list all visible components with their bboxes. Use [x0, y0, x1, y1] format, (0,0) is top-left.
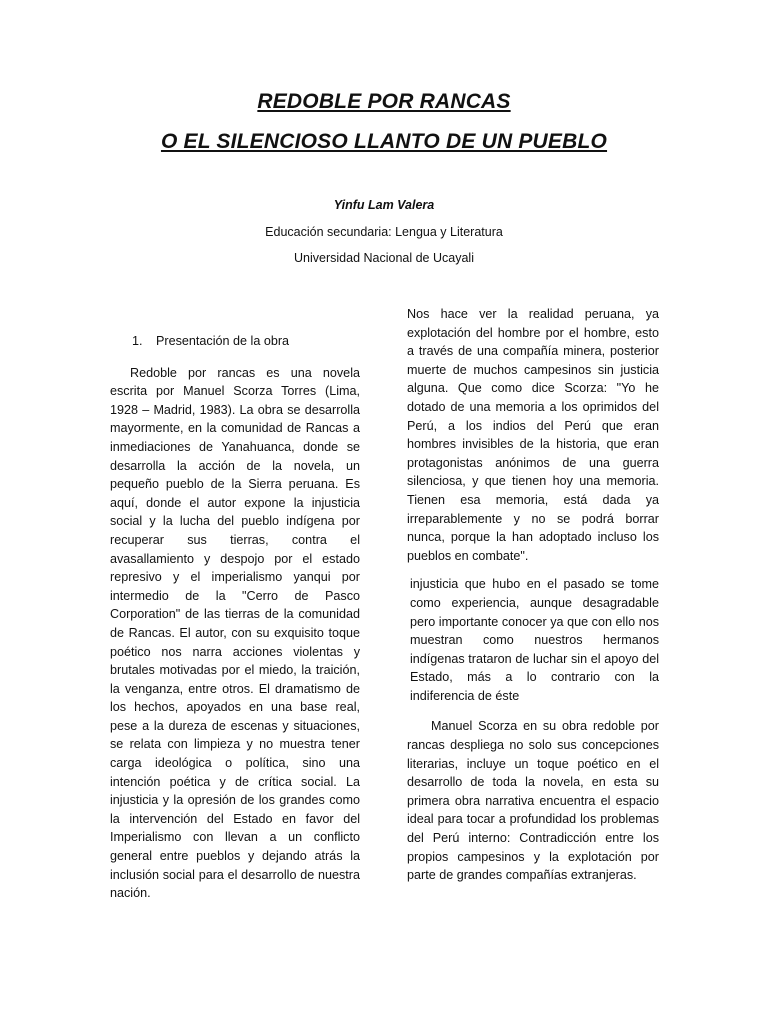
left-column [110, 332, 360, 903]
title-line-2: O EL SILENCIOSO LLANTO DE UN PUEBLO [160, 130, 608, 153]
section-title: Presentación de la obra [156, 334, 290, 348]
university-name: Universidad Nacional de Ucayali [294, 251, 474, 265]
section-heading [132, 332, 360, 351]
left-paragraph-1: Redoble por rancas es una novela escrita por Manuel Scorza Torres (Lima, 1928 – Madrid, 1983). La obra se desarrolla mayormente, en la comunidad de Rancas a inmediaciones de Yanahuanca, donde se desarrolla la acción de la novela, un pequeño pueblo de la Sierra peruana. Es aquí, donde el autor expone la injusticia social y la lucha del pueblo indígena por recuperar sus tierras, contra el avasallamiento y despojo por el estado represivo y el imperialismo yanqui por intermedio de la "Cerro de Pasco Corporation" de las tierras de la comunidad de Rancas. El autor, con su exquisito toque poético nos narra acciones violentas y brutales motivadas por el miedo, la traición, la venganza, entre otros. El dramatismo de los hechos, apoyados en una base real, pese a la dureza de escenas y situaciones, se relata con limpieza y no muestra tener carga ideológica o política, sino una intención poética y de crítica social. La injusticia y la opresión de los grandes como la intervención del Estado en favor del Imperialismo con llevan a un conflicto general entre pueblos y dejando atrás la inclusión social para el desarrollo de nuestra nación. [110, 365, 360, 901]
title-line-1: REDOBLE POR RANCAS [257, 90, 511, 113]
right-paragraph-2: injusticia que hubo en el pasado se tome como experiencia, aunque desagradable pero importante conocer ya que con ello nos muestran como nuestros hermanos indígenas trataron de luchar sin el apoyo del Estado, más a lo contrario con la indiferencia de éste [410, 577, 659, 703]
section-number: 1. [132, 334, 143, 348]
right-paragraph-1: Nos hace ver la realidad peruana, ya explotación del hombre por el hombre, esto a través de una compañía minera, posterior muerte de muchos campesinos sin justicia alguna. Que como dice Scorza: "Yo he dotado de una memoria a los oprimidos del Perú, a los indios del Perú que eran hombres invisibles de la historia, que eran protagonistas anónimos de una guerra silenciosa, y que tienen hoy una memoria. Tienen esa memoria, está dada ya irreparablemente y no se podrá borrar nunca, porque la han adoptado incluso los pueblos en combate". [407, 307, 659, 563]
right-paragraph-3: Manuel Scorza en su obra redoble por rancas despliega no solo sus concepciones literarias, incluye un toque poético en el desarrollo de toda la novela, en esta su primera obra narrativa encuentra el espacio ideal para tocar a profundidad los problemas del Perú interno: Contradicción entre los propios campesinos y la explotación por parte de grandes compañías extranjeras. [407, 719, 659, 883]
author-name: Yinfu Lam Valera [333, 198, 435, 212]
right-column [407, 305, 659, 885]
program-name: Educación secundaria: Lengua y Literatura [265, 225, 503, 239]
